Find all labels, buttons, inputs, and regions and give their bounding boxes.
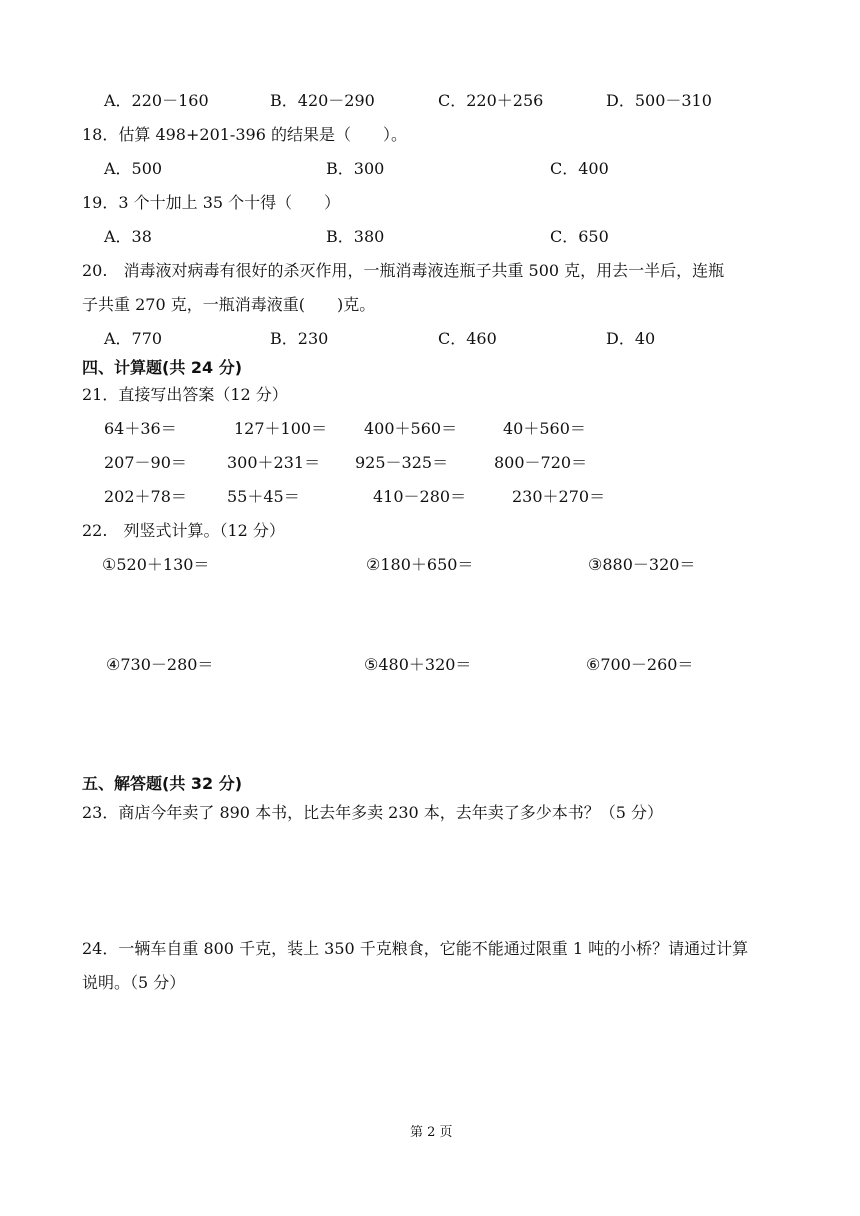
q21-stem: 21．直接写出答案（12 分） <box>82 385 288 404</box>
q18-option-c: C．400 <box>550 159 609 178</box>
q22-item: ②180＋650＝ <box>366 555 474 574</box>
q20-option-b: B．230 <box>270 329 329 348</box>
section-4-heading: 四、计算题(共 24 分) <box>82 358 243 377</box>
q20-option-a: A．770 <box>104 329 163 348</box>
q19-option-c: C．650 <box>550 227 609 246</box>
q17-option-b: B．420－290 <box>270 91 375 110</box>
q24-stem-line2: 说明。（5 分） <box>82 973 186 992</box>
q21-item: 410－280＝ <box>373 487 467 506</box>
q20-option-d: D．40 <box>606 329 656 348</box>
q22-item: ⑤480＋320＝ <box>364 655 472 674</box>
q17-option-a: A．220－160 <box>104 91 209 110</box>
q17-option-c: C．220＋256 <box>438 91 544 110</box>
q18-option-a: A．500 <box>104 159 163 178</box>
q21-item: 64＋36＝ <box>104 419 177 438</box>
q21-item: 400＋560＝ <box>364 419 458 438</box>
q23-stem: 23．商店今年卖了 890 本书，比去年多卖 230 本，去年卖了多少本书？（5 分） <box>82 803 664 822</box>
q21-item: 40＋560＝ <box>503 419 586 438</box>
q19-option-b: B．380 <box>326 227 385 246</box>
q21-item: 202＋78＝ <box>104 487 187 506</box>
q21-item: 55＋45＝ <box>227 487 300 506</box>
q22-item: ①520＋130＝ <box>102 555 210 574</box>
q21-item: 230＋270＝ <box>512 487 606 506</box>
q22-stem: 22. 列竖式计算。（12 分） <box>82 521 285 540</box>
q19-stem: 19．3 个十加上 35 个十得（ ） <box>82 193 341 212</box>
q22-item: ⑥700－260＝ <box>586 655 694 674</box>
q20-option-c: C．460 <box>438 329 497 348</box>
q21-item: 800－720＝ <box>494 453 588 472</box>
q21-item: 207－90＝ <box>104 453 187 472</box>
q22-item: ③880－320＝ <box>588 555 696 574</box>
q19-option-a: A．38 <box>104 227 152 246</box>
q20-stem-line1: 20. 消毒液对病毒有很好的杀灭作用，一瓶消毒液连瓶子共重 500 克，用去一半后，连瓶 <box>82 261 725 280</box>
q17-option-d: D．500－310 <box>606 91 712 110</box>
q18-stem: 18．估算 498+201-396 的结果是（ ）。 <box>82 125 407 144</box>
q21-item: 925－325＝ <box>355 453 449 472</box>
q20-stem-line2: 子共重 270 克，一瓶消毒液重( )克。 <box>82 295 376 314</box>
q21-item: 127＋100＝ <box>234 419 328 438</box>
section-5-heading: 五、解答题(共 32 分) <box>82 774 243 793</box>
q18-option-b: B．300 <box>326 159 385 178</box>
q22-item: ④730－280＝ <box>106 655 214 674</box>
page-number: 第 2 页 <box>410 1125 453 1140</box>
q24-stem-line1: 24．一辆车自重 800 千克，装上 350 千克粮食，它能不能通过限重 1 吨的小桥？请通过计算 <box>82 939 749 958</box>
q21-item: 300＋231＝ <box>227 453 321 472</box>
